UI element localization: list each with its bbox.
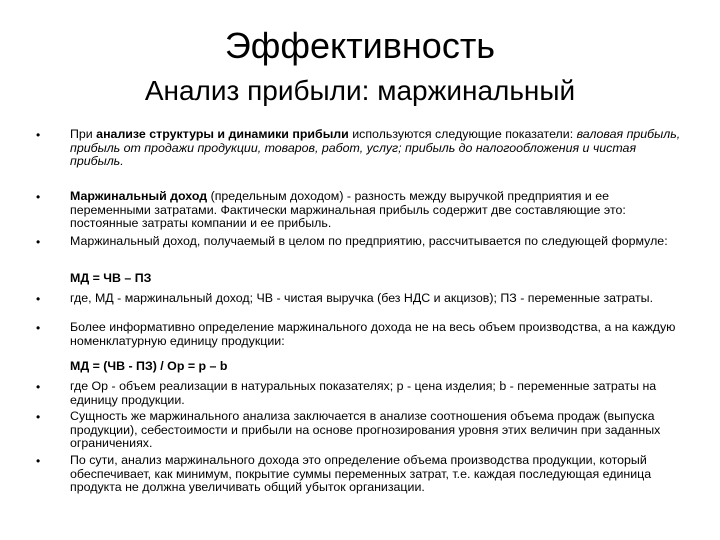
slide-title: Эффективность	[224, 25, 496, 66]
bullet-marker: •	[36, 410, 41, 424]
paragraph-conclusion: По сути, анализ маржинального дохода это определение объема производства продукции, который обеспечивает, как минимум, покрытие суммы переменных затрат, т.е. каждая последующая единица продукта не должна увеличивать общий убыток организации.	[70, 453, 652, 495]
bullet-marker: •	[36, 235, 41, 249]
text-run: (предельным доходом) - разность между выручкой предприятия и ее переменными затратами. Фактически маржинальная прибыль содержит две составляющие это: постоянные затраты компании и ее прибыль.	[70, 189, 626, 231]
bullet-marker: •	[36, 321, 41, 335]
paragraph-indicators	[70, 128, 690, 169]
paragraph-essence: Сущность же маржинального анализа заключается в анализе соотношения объема продаж (выпуска продукции), себестоимости и прибыли на основе прогнозирования уровня этих величин при заданных ограничениях.	[70, 409, 661, 451]
paragraph-formula-legend: где, МД - маржинальный доход; ЧВ - чистая выручка (без НДС и акцизов); ПЗ - переменные затраты.	[70, 291, 654, 305]
paragraph-per-unit: Более информативно определение маржинального дохода не на весь объем производства, а на каждую номенклатурную единицу продукции:	[70, 320, 676, 348]
text-run: используются следующие показатели:	[348, 127, 577, 141]
bullet-marker: •	[36, 380, 41, 394]
bold-run: анализе структуры и динамики прибыли	[96, 127, 349, 141]
formula-text: МД = (ЧВ - ПЗ) / Ор = р – b	[70, 359, 228, 373]
formula-text: МД = ЧВ – ПЗ	[70, 271, 152, 285]
bullet-marker: •	[36, 454, 41, 468]
slide-subtitle: Анализ прибыли: маржинальный	[144, 75, 576, 106]
bullet-marker: •	[36, 128, 41, 142]
paragraph-formula2-legend: где Ор - объем реализации в натуральных показателях; р - цена изделия; b - переменные затраты на единицу продукции.	[70, 379, 657, 407]
paragraph-marginal-income	[70, 190, 690, 231]
text-run: При	[70, 127, 97, 141]
paragraph-formula-intro: Маржинальный доход, получаемый в целом по предприятию, рассчитывается по следующей формуле:	[70, 234, 668, 248]
bullet-marker: •	[36, 190, 41, 204]
bold-run: Маржинальный доход	[70, 189, 208, 203]
formula-md-per-unit	[70, 360, 690, 374]
italic-run: валовая прибыль, прибыль от продажи продукции, товаров, работ, услуг; прибыль до налогообложения и чистая прибыль.	[70, 127, 681, 169]
bullet-marker: •	[36, 292, 41, 306]
formula-md	[70, 272, 690, 286]
